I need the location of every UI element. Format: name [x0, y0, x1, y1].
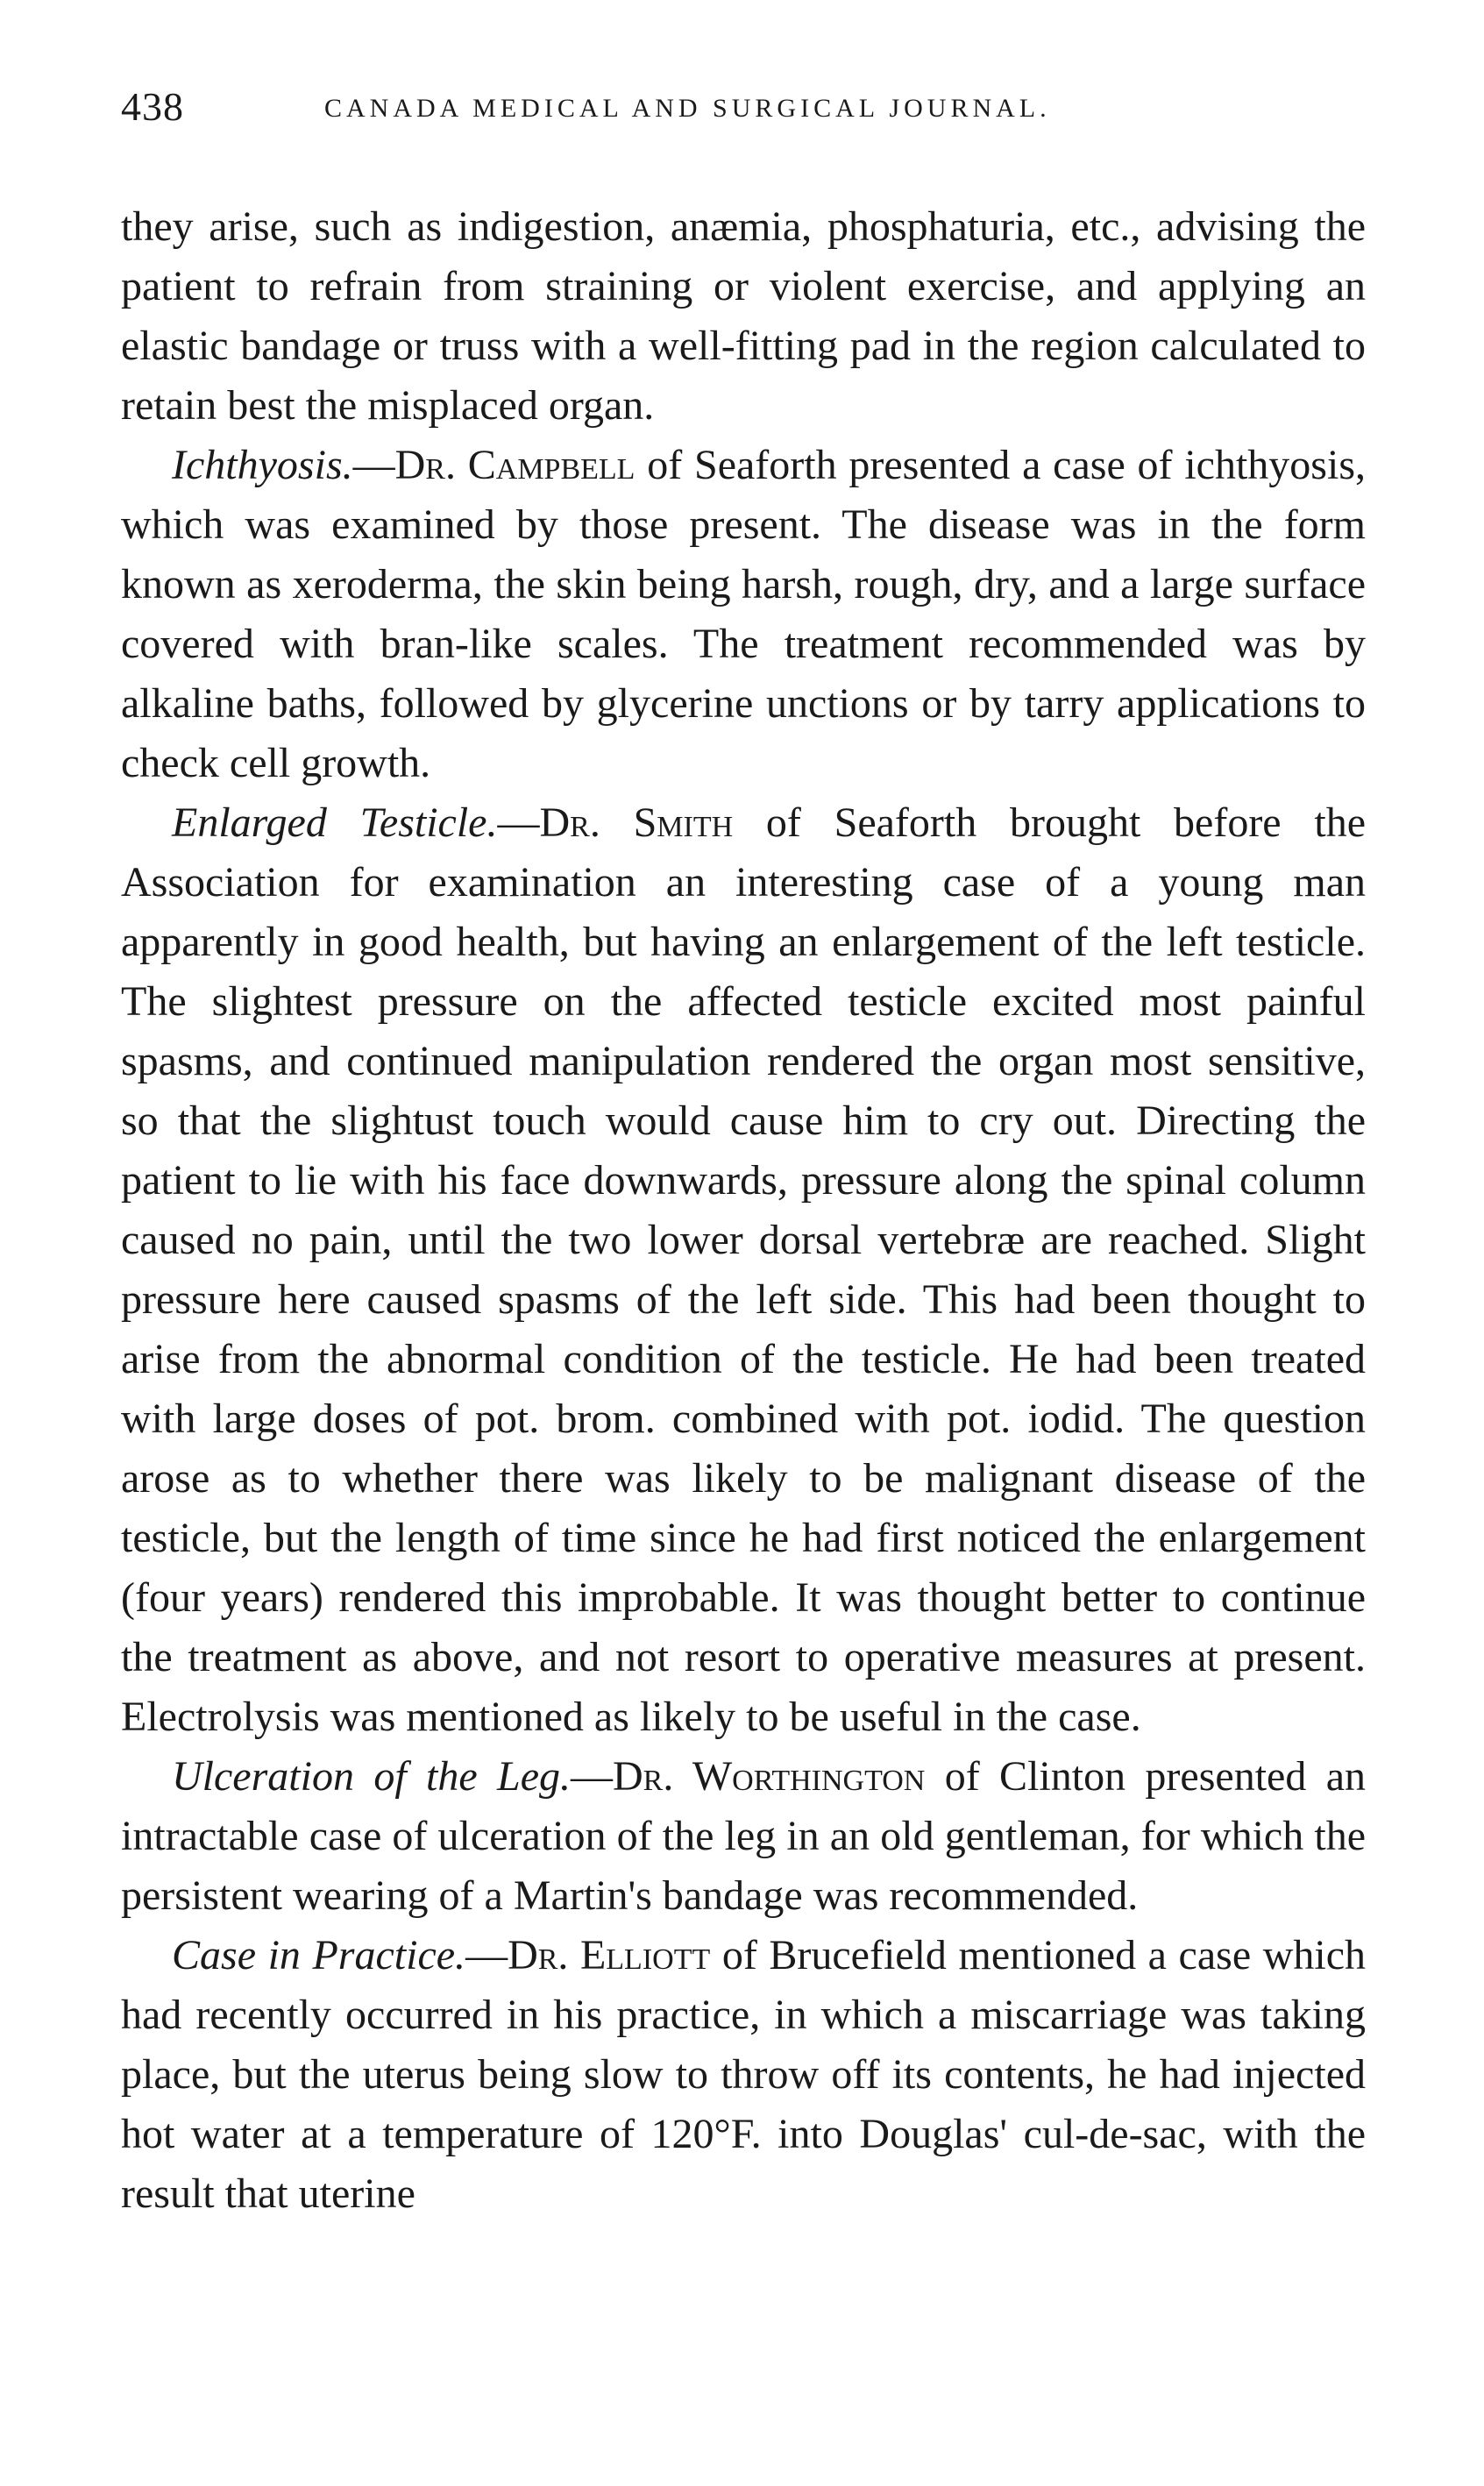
doctor-name: Dr. Smith [539, 799, 734, 846]
case-title: Ulceration of the Leg. [172, 1753, 572, 1800]
case-title: Ichthyosis. [172, 442, 353, 488]
paragraph-ichthyosis [121, 436, 1366, 793]
paragraph-text: of Clinton presented an intractable case of ulceration of the leg in an old gentleman, for which the persistent wearing of a Martin's bandage was recommended. [121, 1753, 1367, 1919]
paragraph-text: they arise, such as indigestion, anæmia, phosphaturia, etc., advising the patient to refrain from straining or violent exercise, and applying an elastic bandage or truss with a well-fitting pad in the region calculated to retain best the misplaced organ. [121, 203, 1366, 429]
doctor-name: Dr. Elliott [508, 1932, 711, 1978]
paragraph-continuation [121, 197, 1366, 436]
paragraph-text: of Brucefield mentioned a case which had recently occurred in his practice, in which a miscarriage was taking place, but the uterus being slow to throw off its contents, he had injected hot water at a temperature of 120°F. into Douglas' cul-de-sac, with the result that uterine [121, 1932, 1367, 2217]
article-body [121, 197, 1366, 2224]
journal-page [121, 83, 1366, 2224]
paragraph-ulceration-of-leg [121, 1747, 1366, 1926]
page-header [121, 83, 1366, 145]
em-dash: — [465, 1932, 508, 1978]
page-number: 438 [121, 84, 184, 129]
em-dash: — [497, 799, 540, 846]
doctor-name: Dr. Campbell [394, 442, 635, 488]
paragraph-text: of Seaforth presented a case of ichthyosis, which was examined by those present. The disease was in the form known as xeroderma, the skin being harsh, rough, dry, and a large surface covered with bran-like scales. The treatment recommended was by alkaline baths, followed by glycerine unctions or by tarry applications to check cell growth. [121, 442, 1366, 786]
em-dash: — [352, 442, 395, 488]
running-head: CANADA MEDICAL AND SURGICAL JOURNAL. [324, 94, 1051, 123]
em-dash: — [571, 1753, 614, 1800]
paragraph-text: of Seaforth brought before the Association for examination an interesting case of a young man apparently in good health, but having an enlargement of the left testicle. The slightest pressure on the affected testicle excited most painful spasms, and continued manipulation rendered the organ most sensitive, so that the slightust touch would cause him to cry out. Directing the patient to lie with his face downwards, pressure along the spinal column caused no pain, until the two lower dorsal vertebræ are reached. Slight pressure here caused spasms of the left side. This had been thought to arise from the abnormal condition of the testicle. He had been treated with large doses of pot. brom. combined with pot. iodid. The question arose as to whether there was likely to be malignant disease of the testicle, but the length of time since he had first noticed the enlargement (four years) rendered this improbable. It was thought better to continue the treatment as above, and not resort to operative measures at present. Electrolysis was mentioned as likely to be useful in the case. [121, 799, 1366, 1740]
case-title: Enlarged Testicle. [172, 799, 498, 846]
paragraph-enlarged-testicle [121, 793, 1366, 1747]
paragraph-case-in-practice [121, 1926, 1366, 2224]
case-title: Case in Practice. [172, 1932, 466, 1978]
doctor-name: Dr. Worthington [613, 1753, 926, 1800]
